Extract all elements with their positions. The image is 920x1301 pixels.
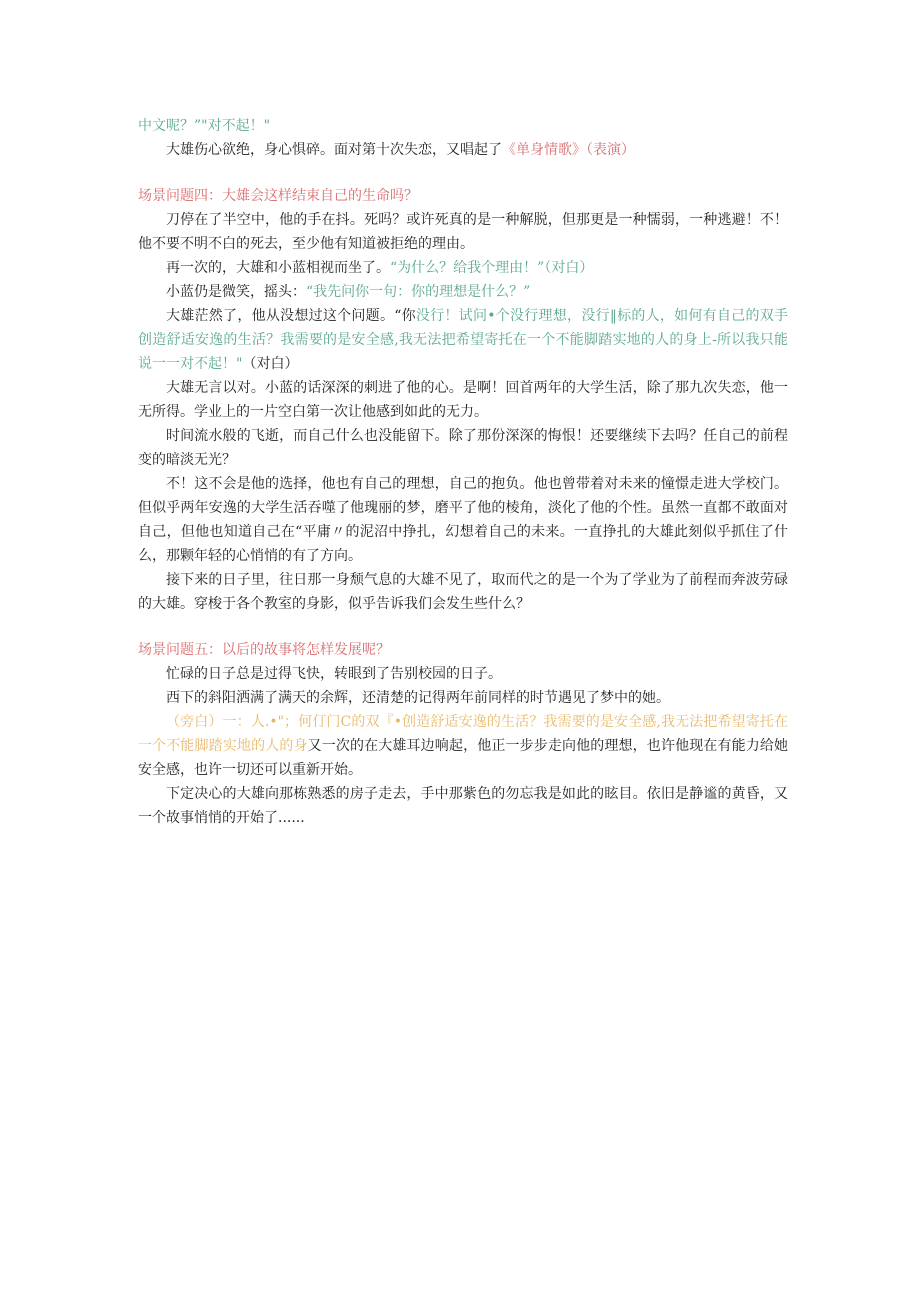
scene-heading-four: 场景问题四：大雄会这样结束自己的生命吗？	[138, 188, 418, 204]
narration-text: 又一次的在大雄耳边响起，他正一步步走向他的理想，也许他现在有能力给她安全感，也许一切还可以重新开始。	[138, 738, 789, 778]
dialogue-tag: （对白）	[242, 356, 299, 372]
paragraph: 大雄无言以对。小蓝的话深深的刺进了他的心。是啊！回首两年的大学生活，除了那九次失恋，他一无所得。学业上的一片空白第一次让他感到如此的无力。	[138, 380, 788, 420]
paragraph: 忙碌的日子总是过得飞快，转眼到了告别校园的日子。	[166, 666, 502, 682]
paragraph: 刀停在了半空中，他的手在抖。死吗？或许死真的是一种解脱，但那更是一种懦弱，一种逃避！不！他不要不明不白的死去，至少他有知道被拒绝的理由。	[138, 212, 788, 252]
scene-heading-five: 场景问题五：以后的故事将怎样发展呢？	[138, 642, 390, 658]
paragraph	[138, 710, 788, 782]
narration-text: 大雄伤心欲绝，身心惧碎。面对第十次失恋，又唱起了	[166, 142, 502, 158]
dialogue-text: “为什么？给我个理由！”（对白）	[390, 260, 594, 276]
dialogue-line: 中文呢？”"对不起！"	[138, 118, 271, 134]
paragraph: 接下来的日子里，往日那一身颓气息的大雄不见了，取而代之的是一个为了学业为了前程而奔波劳碌的大雄。穿梭于各个教室的身影，似乎告诉我们会发生些什么？	[138, 572, 788, 612]
paragraph: 时间流水般的飞逝，而自己什么也没能留下。除了那份深深的悔恨！还要继续下去吗？任自己的前程变的暗淡无光？	[138, 428, 788, 468]
aside-text: （旁白）一：人.•"；何仃门C的双『•创造舒适安逸的生活？我需要的是安全感,我无法把希望寄托在一个不能脚踏实地的人的身	[138, 714, 788, 754]
paragraph	[138, 256, 788, 280]
paragraph	[138, 138, 788, 162]
narration-text: 再一次的，大雄和小蓝相视而坐了。	[166, 260, 390, 276]
song-title-text: 《单身情歌》（表演）	[502, 142, 635, 158]
document-page	[138, 114, 788, 830]
narration-text: 大雄茫然了，他从没想过这个问题。“你	[166, 308, 416, 324]
paragraph	[138, 304, 788, 376]
paragraph: 西下的斜阳洒满了满天的余辉，还清楚的记得两年前同样的时节遇见了梦中的她。	[166, 690, 670, 706]
dialogue-text: 没行！试问•个没行理想，没行‖标的人，如何有自己的双手创造舒适安逸的生活？我需要的是安全感,我无法把希望寄托在一个不能脚踏实地的人的身上-所以我只能说一一对不起！"	[138, 308, 789, 372]
dialogue-text: “我先问你一句：你的理想是什么？”	[306, 284, 531, 300]
paragraph: 不！这不会是他的选择，他也有自己的理想，自己的抱负。他也曾带着对未来的憧憬走进大学校门。但似乎两年安逸的大学生活吞噬了他瑰丽的梦，磨平了他的棱角，淡化了他的个性。虽然一直都不敢面对自己，但他也知道自己在“平庸〃的泥沼中挣扎，幻想着自己的未来。一直挣扎的大雄此刻似乎抓住了什么，那颗年轻的心悄悄的有了方向。	[138, 476, 788, 564]
narration-text: 小蓝仍是微笑，摇头：	[166, 284, 306, 300]
paragraph: 下定决心的大雄向那栋熟悉的房子走去，手中那紫色的勿忘我是如此的眩目。依旧是静谧的黄昏，又一个故事悄悄的开始了......	[138, 786, 788, 826]
paragraph	[138, 280, 788, 304]
